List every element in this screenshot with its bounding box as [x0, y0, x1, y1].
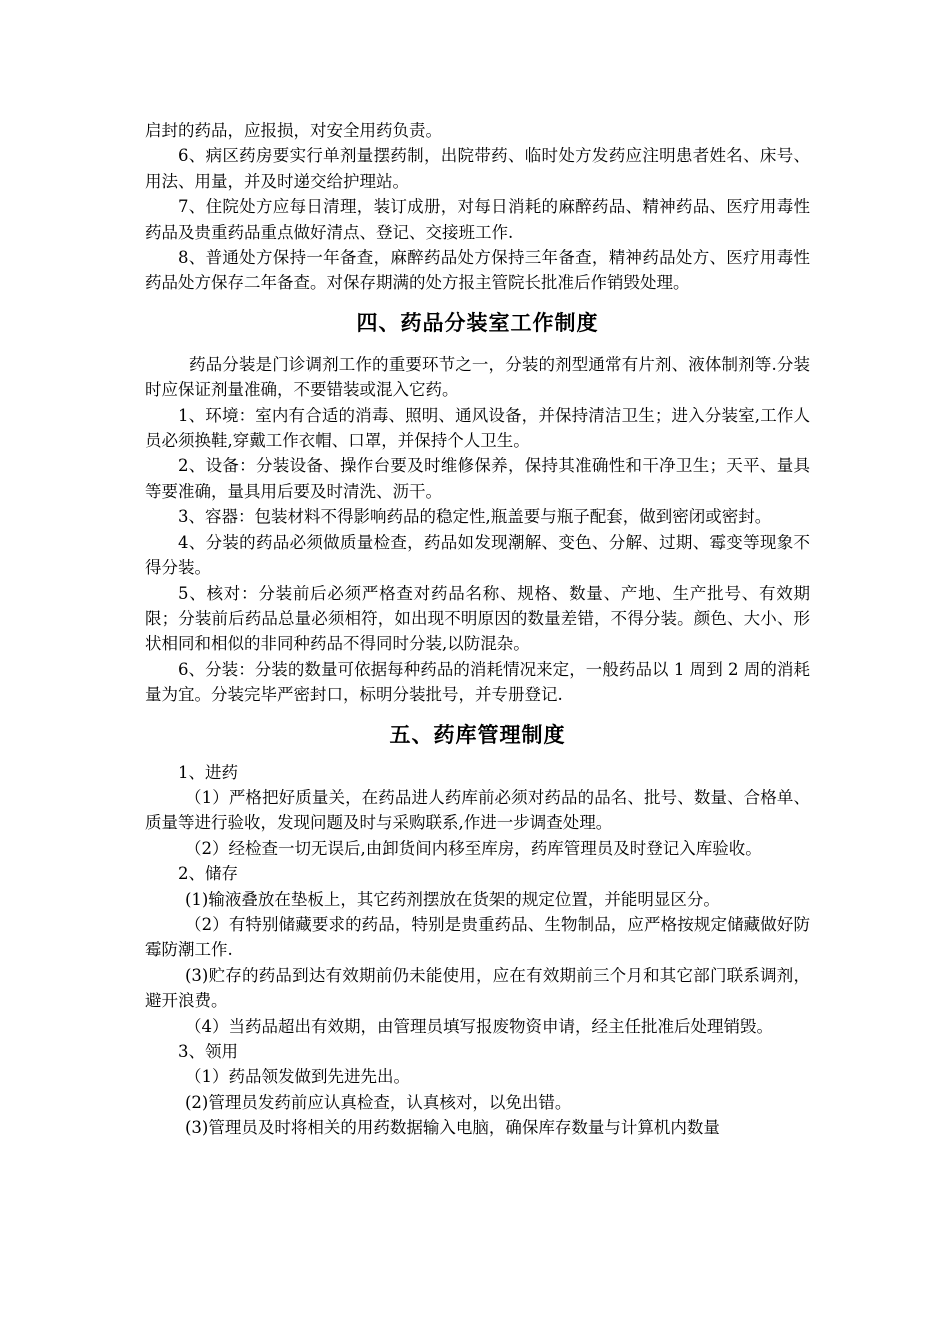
section-5-subtitle-1: 1、进药 [178, 762, 238, 782]
section-4-item-1: 1、环境：室内有合适的消毒、照明、通风设备，并保持清洁卫生；进入分装室,工作人员必须换鞋,穿戴工作衣帽、口罩，并保持个人卫生。 [145, 405, 810, 451]
section-5-item-2-1: (1)输液叠放在垫板上，其它药剂摆放在货架的规定位置，并能明显区分。 [185, 889, 720, 909]
section-4-item-4: 4、分装的药品必须做质量检查，药品如发现潮解、变色、分解、过期、霉变等现象不得分装。 [145, 532, 810, 578]
section-5-item-2-2: （2）有特别储藏要求的药品，特别是贵重药品、生物制品，应严格按规定储藏做好防霉防潮工作. [145, 914, 810, 960]
section-4-intro: 药品分装是门诊调剂工作的重要环节之一，分装的剂型通常有片剂、液体制剂等.分装时应保证剂量准确，不要错装或混入它药。 [145, 354, 810, 400]
section-4-item-6: 6、分装：分装的数量可依据每种药品的消耗情况来定，一般药品以 1 周到 2 周的消耗量为宜。分装完毕严密封口，标明分装批号，并专册登记. [145, 659, 810, 705]
section-5-item-3-2: (2)管理员发药前应认真检查，认真核对，以免出错。 [185, 1092, 572, 1112]
section-4-item-3: 3、容器：包装材料不得影响药品的稳定性,瓶盖要与瓶子配套，做到密闭或密封。 [178, 507, 772, 527]
rule-item-6: 6、病区药房要实行单剂量摆药制，出院带药、临时处方发药应注明患者姓名、床号、用法、用量，并及时递交给护理站。 [145, 146, 810, 191]
section-5-item-1-1: （1）严格把好质量关，在药品进人药库前必须对药品的品名、批号、数量、合格单、质量等进行验收，发现问题及时与采购联系,作进一步调查处理。 [145, 787, 810, 833]
section-5-subtitle-3: 3、领用 [178, 1042, 238, 1061]
section-5-item-3-3: (3)管理员及时将相关的用药数据输入电脑，确保库存数量与计算机内数量 [185, 1118, 720, 1138]
document-page [145, 118, 810, 1141]
section-5-heading: 五、药库管理制度 [389, 722, 566, 747]
paragraph-continuation: 启封的药品，应报损，对安全用药负责。 [145, 121, 442, 140]
section-5-item-2-3: (3)贮存的药品到达有效期前仍未能使用，应在有效期前三个月和其它部门联系调剂，避开浪费。 [145, 965, 810, 1011]
section-4-heading: 四、药品分装室工作制度 [356, 310, 599, 335]
section-5-item-1-2: （2）经检查一切无误后,由卸货间内移至库房，药库管理员及时登记入库验收。 [185, 838, 762, 858]
section-5-subtitle-2: 2、储存 [178, 864, 238, 884]
rule-item-7: 7、住院处方应每日清理，装订成册，对每日消耗的麻醉药品、精神药品、医疗用毒性药品及贵重药品重点做好清点、登记、交接班工作. [145, 197, 810, 242]
section-4-item-5: 5、核对：分装前后必须严格查对药品名称、规格、数量、产地、生产批号、有效期限；分装前后药品总量必须相符，如出现不明原因的数量差错，不得分装。颜色、大小、形状相同和相似的非同种药品不得同时分装,以防混杂。 [145, 583, 810, 654]
section-5-item-3-1: （1）药品领发做到先进先出。 [185, 1067, 410, 1087]
section-5-item-2-4: （4）当药品超出有效期，由管理员填写报废物资申请，经主任批准后处理销毁。 [185, 1016, 773, 1036]
section-4-item-2: 2、设备：分装设备、操作台要及时维修保养，保持其准确性和干净卫生；天平、量具等要准确，量具用后要及时清洗、沥干。 [145, 456, 810, 501]
rule-item-8: 8、普通处方保持一年备查，麻醉药品处方保持三年备查，精神药品处方、医疗用毒性药品处方保存二年备查。对保存期满的处方报主管院长批准后作销毁处理。 [145, 248, 810, 293]
